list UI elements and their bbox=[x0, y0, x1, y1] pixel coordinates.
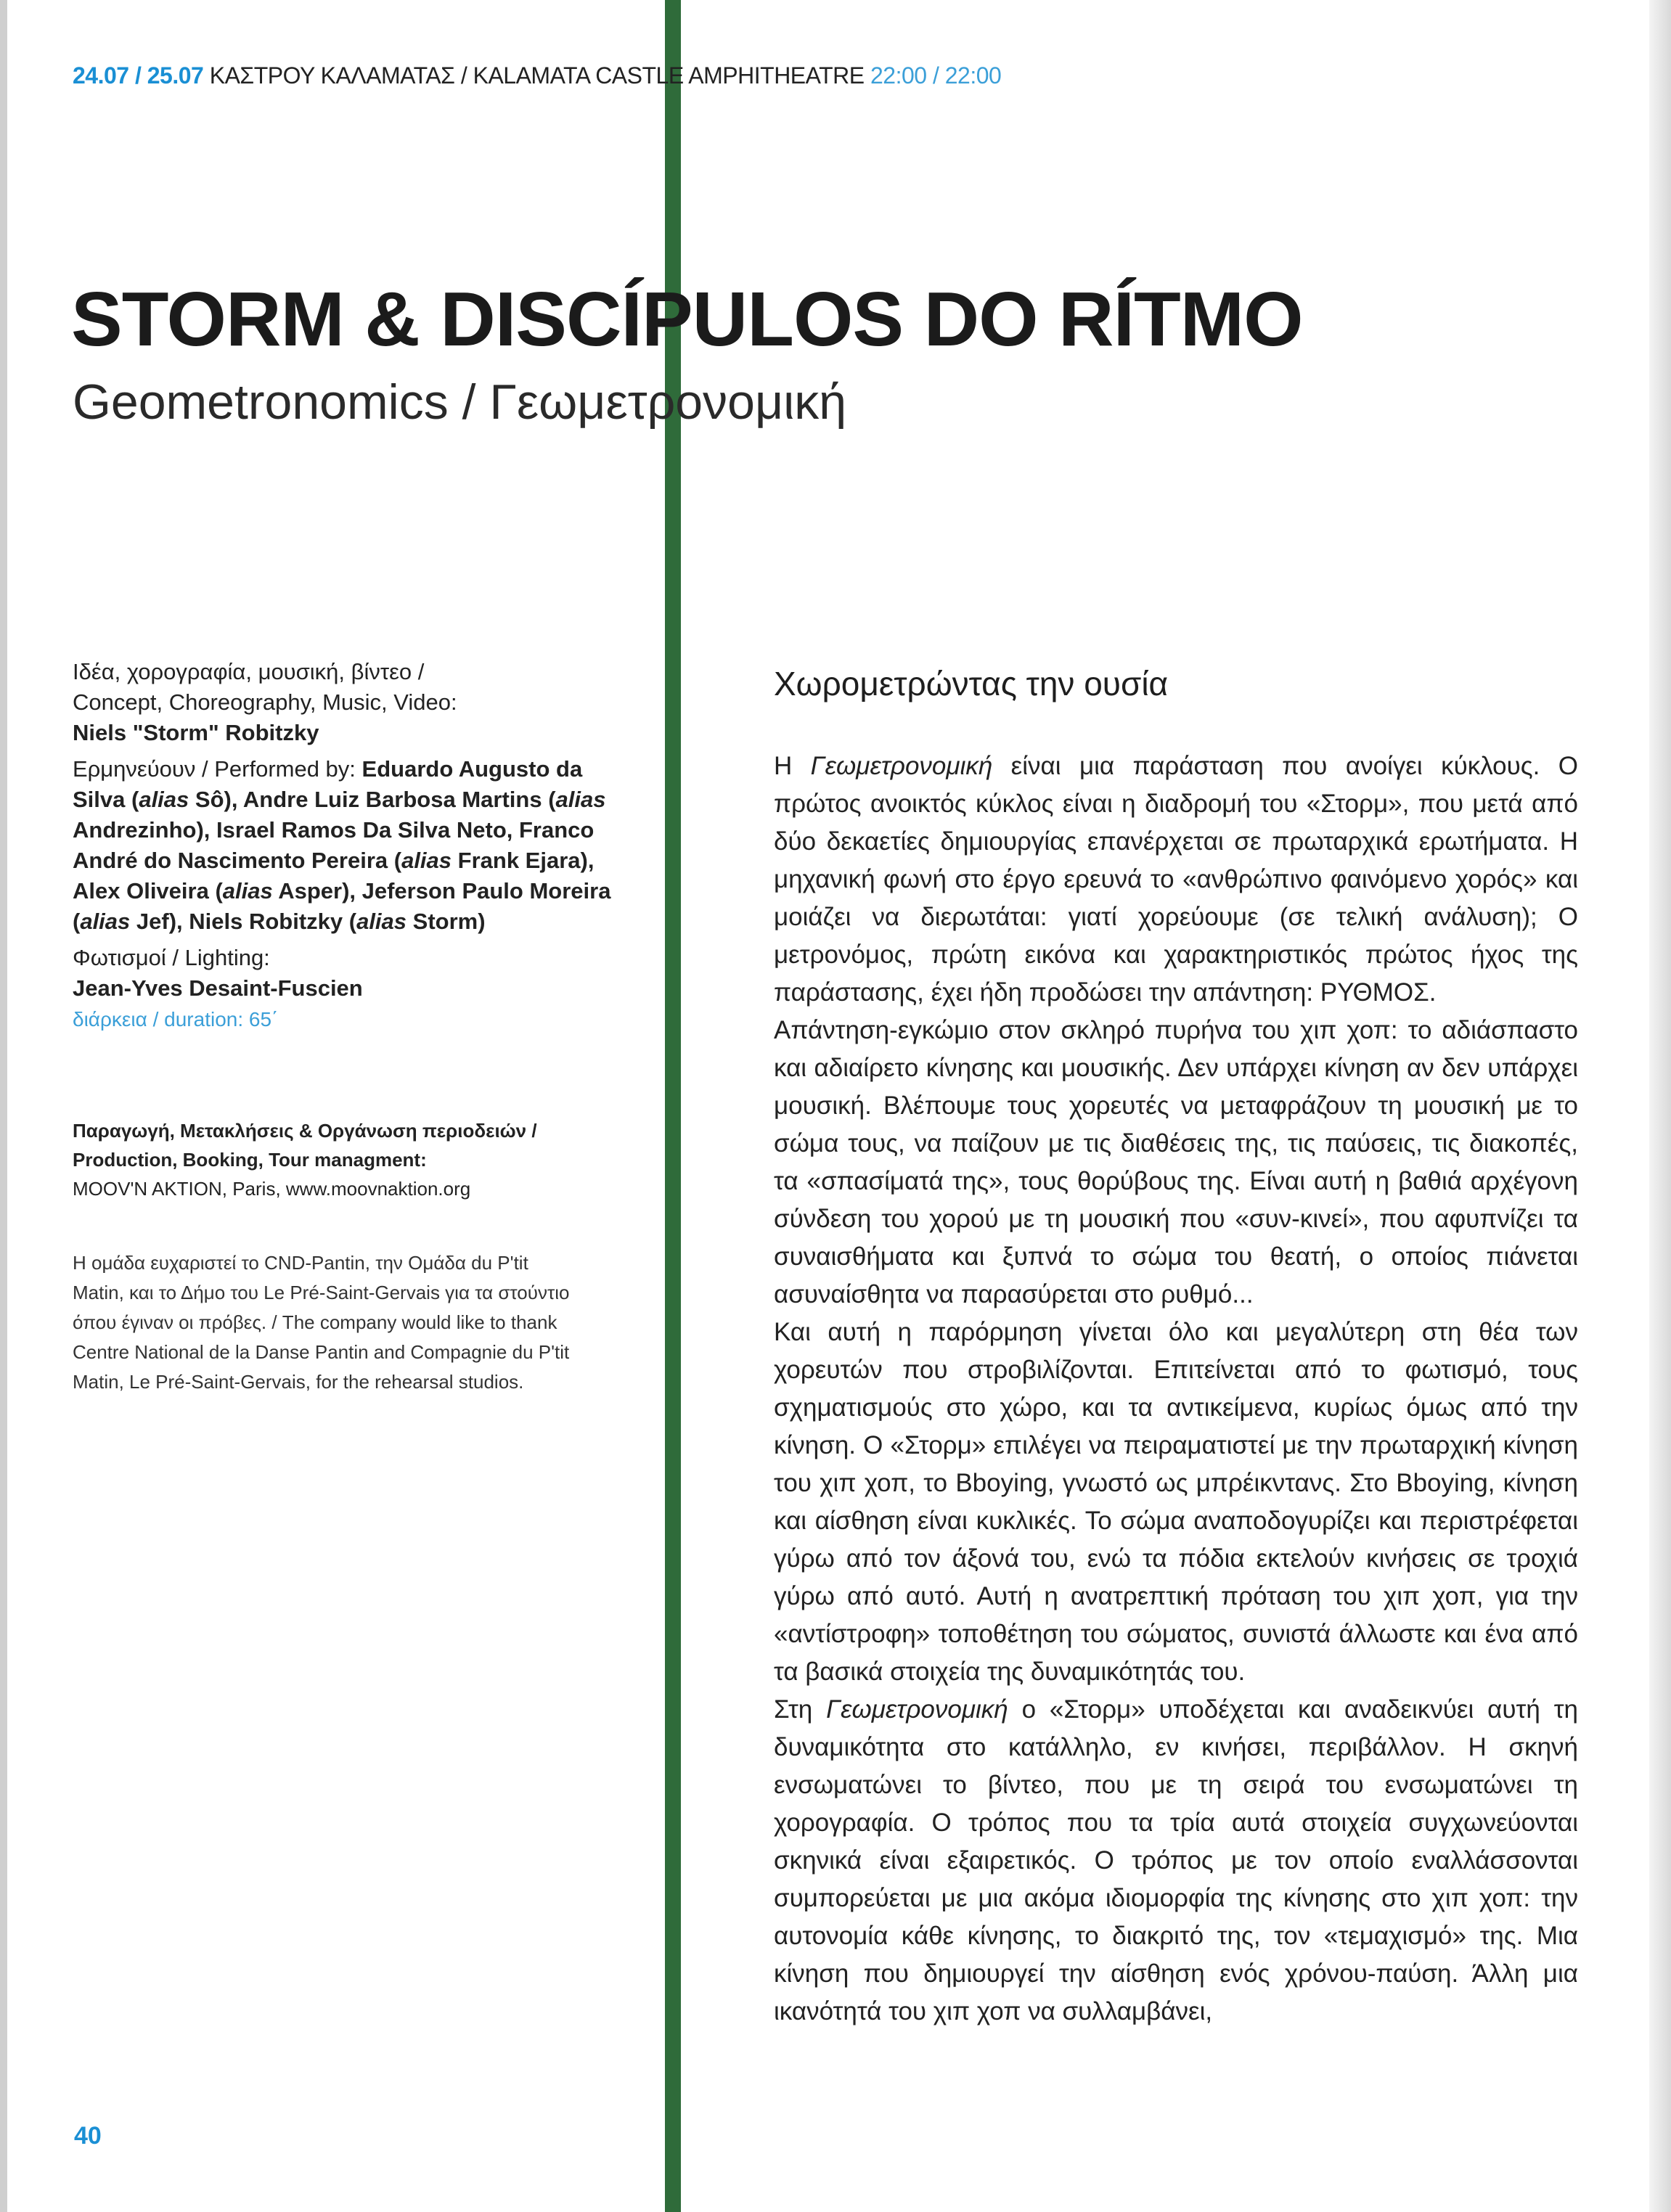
credits-block bbox=[73, 657, 624, 1041]
production-block bbox=[73, 1116, 624, 1203]
concept-name: Niels "Storm" Robitzky bbox=[73, 720, 319, 745]
article-paragraph: Και αυτή η παρόρμηση γίνεται όλο και μεγαλύτερη στη θέα των χορευτών που στροβιλίζονται. Επιτείνεται από το φωτισμό, τους σχηματισμούς στο χώρο, και τα αντικείμενα, κυρίως όμως από την κίνηση. Ο «Στορμ» επιλέγει να πειραματιστεί με την πρωταρχική κίνηση του χιπ χοπ, το Bboying, γνωστό ως μπρέικντανς. Στο Bboying, κίνηση και αίσθηση είναι κυκλικές. Το σώμα αναποδογυρίζει και περιστρέφεται γύρω από τον άξονά του, ενώ τα πόδια εκτελούν κινήσεις σε τροχιά γύρω από αυτό. Αυτή η ανατρεπτική πρόταση του χιπ χοπ, για την «αντίστροφη» τοποθέτηση του σώματος, συνιστά άλλωστε και ένα από τα βασικά στοιχεία της δυναμικότητάς του. bbox=[774, 1318, 1578, 1686]
page-number: 40 bbox=[74, 2122, 102, 2150]
header-venue: ΚΑΣΤΡΟΥ ΚΑΛΑΜΑΤΑΣ / KALAMATA CASTLE AMPHITHEATRE bbox=[209, 62, 865, 89]
scan-edge-right bbox=[1649, 0, 1671, 2212]
article-heading: Χωρομετρώντας την ουσία bbox=[774, 665, 1169, 702]
page-subtitle: Geometronomics / Γεωμετρονομική bbox=[73, 374, 847, 430]
header-times: 22:00 / 22:00 bbox=[870, 62, 1002, 89]
header-dates: 24.07 / 25.07 bbox=[73, 62, 204, 89]
lighting-name: Jean-Yves Desaint-Fuscien bbox=[73, 975, 363, 1001]
lighting-label: Φωτισμοί / Lighting: bbox=[73, 945, 270, 970]
lighting-credit bbox=[73, 943, 624, 1035]
article-paragraph: Η Γεωμετρονομική είναι μια παράσταση που ανοίγει κύκλους. Ο πρώτος ανοικτός κύκλος είναι η διαδρομή του «Στορμ», που μετά από δύο δεκαετίες δημιουργίας επανέρχεται σε πρωταρχικά ερωτήματα. Η μηχανική φωνή στο έργο ερευνά το «ανθρώπινο φαινόμενο χορός» και μοιάζει να διερωτάται: γιατί χορεύουμε (σε τελική ανάλυση); Ο μετρονόμος, πρώτη εικόνα και χαρακτηριστικός πρώτος ήχος της παράστασης, έχει ήδη προδώσει την απάντηση: ΡΥΘΜΟΣ. bbox=[774, 752, 1579, 1007]
performers-list: Eduardo Augusto da Silva (alias Sô), Andre Luiz Barbosa Martins (alias Andrezinho), Israel Ramos Da Silva Neto, Franco André do Nascimento Pereira (alias Frank Ejara), Alex Oliveira (alias Asper), Jeferson Paulo Moreira (alias Jef), Niels Robitzky (alias Storm) bbox=[73, 756, 611, 934]
thanks-note: Η ομάδα ευχαριστεί το CND-Pantin, την Ομάδα du P'tit Matin, και το Δήμο του Le Pré-Saint-Gervais για τα στούντιο όπου έγιναν οι πρόβες. / The company would like to thank Centre National de la Danse Pantin and Compagnie du P'tit Matin, Le Pré-Saint-Gervais, for the rehearsal studios. bbox=[73, 1252, 570, 1393]
article-paragraph: Απάντηση-εγκώμιο στον σκληρό πυρήνα του χιπ χοπ: το αδιάσπαστο και αδιαίρετο κίνησης και μουσικής. Δεν υπάρχει κίνηση αν δεν υπάρχει μουσική. Βλέπουμε τους χορευτές να μεταφράζουν τη μουσική με το σώμα τους, να παίζουν με τις διαθέσεις της, τις παύσεις, τις διακοπές, τα «σπασίματά της», τους θορύβους της. Είναι αυτή η βαθιά αρχέγονη σύνδεση του χορού με τη μουσική που «συν-κινεί», που αφυπνίζει τα συναισθήματα και ξυπνά το σώμα του θεατή, ο οποίος πιάνεται ασυναίσθητα να παρασύρεται στο ρυθμό... bbox=[774, 1016, 1578, 1308]
concept-credit bbox=[73, 657, 624, 748]
scan-edge-left bbox=[0, 0, 7, 2212]
performers-credit bbox=[73, 754, 624, 937]
production-label-en: Production, Booking, Tour managment: bbox=[73, 1149, 427, 1171]
concept-label-en: Concept, Choreography, Music, Video: bbox=[73, 689, 457, 715]
production-label-gr: Παραγωγή, Μετακλήσεις & Οργάνωση περιοδειών / bbox=[73, 1120, 537, 1142]
article-body bbox=[774, 747, 1578, 2031]
article-paragraph: Στη Γεωμετρονομική ο «Στορμ» υποδέχεται και αναδεικνύει αυτή τη δυναμικότητα στο κατάλληλο, εν κινήσει, περιβάλλον. Η σκηνή ενσωματώνει το βίντεο, που με τη σειρά του ενσωματώνει τη χορογραφία. Ο τρόπος που τα τρία αυτά στοιχεία συγχωνεύονται σκηνικά είναι εξαιρετικός. Ο τρόπος με τον οποίο εναλλάσσονται συμπορεύεται με μια ακόμα ιδιομορφία της κίνησης στο χιπ χοπ: την αυτονομία κάθε κίνησης, το διακριτό της, τον «τεμαχισμό» της. Μια κίνηση που δημιουργεί την αίσθηση ενός χρόνου-παύση. Άλλη μια ικανότητά του χιπ χοπ να συλλαμβάνει, bbox=[774, 1695, 1578, 2025]
duration: διάρκεια / duration: 65΄ bbox=[73, 1008, 279, 1031]
concept-label-gr: Ιδέα, χορογραφία, μουσική, βίντεο / bbox=[73, 659, 425, 684]
performed-label: Ερμηνεύουν / Performed by: bbox=[73, 756, 356, 782]
production-company: MOOV'N AKTION, Paris, www.moovnaktion.org bbox=[73, 1178, 471, 1200]
page-title: STORM & DISCÍPULOS DO RÍTMO bbox=[71, 276, 1303, 362]
header-line bbox=[73, 62, 1001, 89]
